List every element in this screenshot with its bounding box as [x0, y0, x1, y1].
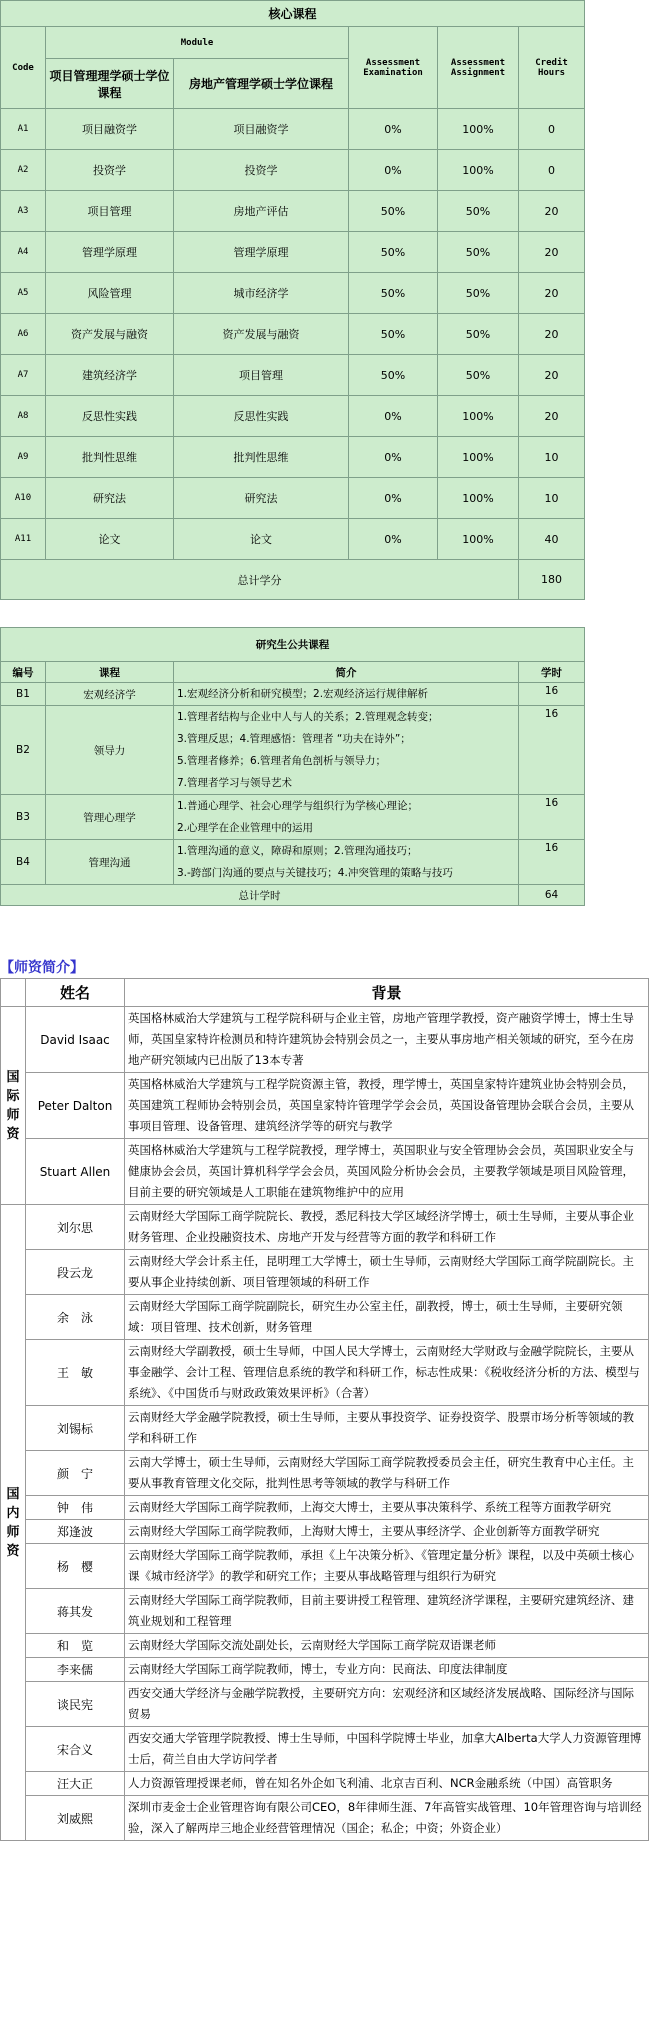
public-courses-table: [0, 627, 585, 906]
faculty-bio: 云南财经大学国际工商学院教师，承担《上午决策分析》、《管理定量分析》课程，以及中英硕士核心课《城市经济学》的教学和研究工作；主要从事战略管理与组织行为研究: [125, 1544, 649, 1589]
core-row: [1, 273, 585, 314]
faculty-name: 余 泳: [26, 1295, 125, 1340]
core-assign: 50%: [438, 355, 519, 396]
core-module-pm: 批判性思维: [46, 437, 174, 478]
core-exam: 0%: [349, 437, 438, 478]
core-assign: 100%: [438, 478, 519, 519]
faculty-row: [1, 1205, 649, 1250]
core-exam: 50%: [349, 191, 438, 232]
faculty-bio: 云南财经大学国际工商学院教师，目前主要讲授工程管理、建筑经济学课程，主要研究建筑经济、建筑业规划和工程管理: [125, 1589, 649, 1634]
core-credit: 40: [519, 519, 585, 560]
col-exam-header: Assessment Examination: [349, 27, 438, 109]
core-exam: 0%: [349, 396, 438, 437]
faculty-row: [1, 1250, 649, 1295]
faculty-name: 段云龙: [26, 1250, 125, 1295]
core-module-re: 资产发展与融资: [174, 314, 349, 355]
faculty-row: [1, 1451, 649, 1496]
core-assign: 50%: [438, 273, 519, 314]
core-credit: 20: [519, 232, 585, 273]
public-intro-line: 7.管理者学习与领导艺术: [177, 777, 293, 789]
public-course: 管理心理学: [46, 795, 174, 840]
core-module-pm: 投资学: [46, 150, 174, 191]
core-row: [1, 232, 585, 273]
core-assign: 100%: [438, 519, 519, 560]
public-code: B2: [1, 706, 46, 795]
faculty-row: [1, 1520, 649, 1544]
pub-col-code: 编号: [1, 662, 46, 683]
faculty-bio: 云南财经大学国际工商学院教师，博士，专业方向：民商法、印度法律制度: [125, 1658, 649, 1682]
core-code: A5: [1, 273, 46, 314]
faculty-name: 王 敏: [26, 1340, 125, 1406]
public-hours: 16: [519, 683, 585, 706]
core-code: A8: [1, 396, 46, 437]
core-module-re: 投资学: [174, 150, 349, 191]
public-code: B4: [1, 840, 46, 885]
core-module-pm: 项目管理: [46, 191, 174, 232]
core-credit: 20: [519, 273, 585, 314]
public-total-row: [1, 885, 585, 906]
col-code-header: Code: [1, 27, 46, 109]
faculty-name: 杨 樱: [26, 1544, 125, 1589]
core-exam: 50%: [349, 314, 438, 355]
faculty-name: Peter Dalton: [26, 1073, 125, 1139]
core-module-re: 批判性思维: [174, 437, 349, 478]
core-module-re: 项目融资学: [174, 109, 349, 150]
faculty-name: 刘尔思: [26, 1205, 125, 1250]
public-intro-line: 1.宏观经济分析和研究模型；2.宏观经济运行规律解析: [177, 688, 429, 700]
public-intro-line: 1.管理沟通的意义，障碍和原则；2.管理沟通技巧；: [177, 845, 418, 857]
core-row: [1, 355, 585, 396]
faculty-bio: 西安交通大学经济与金融学院教授，主要研究方向：宏观经济和区域经济发展战略、国际经济与国际贸易: [125, 1682, 649, 1727]
core-row: [1, 109, 585, 150]
faculty-row: [1, 1139, 649, 1205]
faculty-bio: 英国格林威治大学建筑与工程学院资源主管，教授，理学博士，英国皇家特许建筑业协会特别会员，英国建筑工程师协会特别会员，英国皇家特许管理学学会会员，英国设备管理协会联合会员，主要从事项目管理、设备管理、建筑经济学等的研究与教学: [125, 1073, 649, 1139]
public-row: [1, 683, 585, 706]
faculty-row: [1, 1295, 649, 1340]
core-exam: 50%: [349, 273, 438, 314]
core-credit: 10: [519, 437, 585, 478]
public-intro-line: 1.普通心理学、社会心理学与组织行为学核心理论；: [177, 800, 419, 812]
core-title: 核心课程: [1, 1, 585, 27]
faculty-bio: 英国格林威治大学建筑与工程学院科研与企业主管，房地产管理学教授，资产融资学博士，博士生导师，英国皇家特许检测员和特许建筑协会特别会员之一，主要从事房地产相关领域的研究，至今在房地产研究领域内已出版了13本专著: [125, 1007, 649, 1073]
public-intro: [174, 683, 519, 706]
faculty-row: [1, 1340, 649, 1406]
faculty-bio: 云南财经大学会计系主任，昆明理工大学博士，硕士生导师，云南财经大学国际工商学院副院长。主要从事企业持续创新、项目管理领域的科研工作: [125, 1250, 649, 1295]
public-code: B3: [1, 795, 46, 840]
public-total-label: 总计学时: [1, 885, 519, 906]
core-code: A2: [1, 150, 46, 191]
core-assign: 50%: [438, 191, 519, 232]
core-module-pm: 反思性实践: [46, 396, 174, 437]
faculty-bio: 英国格林威治大学建筑与工程学院教授，理学博士，英国职业与安全管理协会会员，英国职业安全与健康协会会员，英国计算机科学学会会员，英国风险分析协会会员，主要教学领域是项目风险管理，目前主要的研究领域是人工职能在建筑物维护中的应用: [125, 1139, 649, 1205]
public-row: [1, 795, 585, 840]
core-assign: 100%: [438, 109, 519, 150]
public-intro-line: 2.心理学在企业管理中的运用: [177, 822, 314, 834]
faculty-row: [1, 1073, 649, 1139]
core-row: [1, 519, 585, 560]
core-module-pm: 论文: [46, 519, 174, 560]
core-credit: 20: [519, 191, 585, 232]
core-exam: 50%: [349, 232, 438, 273]
core-code: A3: [1, 191, 46, 232]
faculty-name: 颜 宁: [26, 1451, 125, 1496]
core-code: A1: [1, 109, 46, 150]
faculty-row: [1, 1796, 649, 1841]
core-module-pm: 资产发展与融资: [46, 314, 174, 355]
public-intro: [174, 840, 519, 885]
core-exam: 0%: [349, 478, 438, 519]
core-credit: 10: [519, 478, 585, 519]
faculty-group-international: 国际师资: [1, 1007, 26, 1205]
core-module-pm: 项目融资学: [46, 109, 174, 150]
core-code: A11: [1, 519, 46, 560]
core-module-re: 管理学原理: [174, 232, 349, 273]
faculty-group-domestic: 国内师资: [1, 1205, 26, 1841]
faculty-name: David Isaac: [26, 1007, 125, 1073]
faculty-bio: 深圳市麦金士企业管理咨询有限公司CEO，8年律师生涯、7年高管实战管理、10年管理咨询与培训经验，深入了解两岸三地企业经营管理情况（国企；私企；中资；外资企业）: [125, 1796, 649, 1841]
core-module-pm: 管理学原理: [46, 232, 174, 273]
col-assign-header: Assessment Assignment: [438, 27, 519, 109]
core-module-pm: 风险管理: [46, 273, 174, 314]
faculty-name: 刘锡标: [26, 1406, 125, 1451]
core-module-re: 城市经济学: [174, 273, 349, 314]
core-module-re: 反思性实践: [174, 396, 349, 437]
core-row: [1, 314, 585, 355]
core-assign: 50%: [438, 314, 519, 355]
faculty-corner: [1, 979, 26, 1007]
public-title: 研究生公共课程: [1, 628, 585, 662]
pub-col-hours: 学时: [519, 662, 585, 683]
pub-col-intro: 简介: [174, 662, 519, 683]
faculty-table: [0, 978, 649, 1841]
faculty-row: [1, 1007, 649, 1073]
faculty-bio: 云南财经大学副教授，硕士生导师，中国人民大学博士，云南财经大学财政与金融学院院长，主要从事金融学、会计工程、管理信息系统的教学和科研工作，标志性成果：《税收经济分析的方法、模型与系统》、《中国货币与财政政策效果评析》（合著）: [125, 1340, 649, 1406]
public-row: [1, 840, 585, 885]
core-total-label: 总计学分: [1, 560, 519, 600]
faculty-name: Stuart Allen: [26, 1139, 125, 1205]
faculty-bio: 云南财经大学金融学院教授，硕士生导师，主要从事投资学、证券投资学、股票市场分析等领域的教学和科研工作: [125, 1406, 649, 1451]
faculty-name: 郑逢波: [26, 1520, 125, 1544]
col-prog1-header: 项目管理理学硕士学位课程: [46, 59, 174, 109]
core-assign: 50%: [438, 232, 519, 273]
faculty-bio: 云南财经大学国际工商学院教师，上海交大博士，主要从事决策科学、系统工程等方面教学研究: [125, 1496, 649, 1520]
core-module-re: 房地产评估: [174, 191, 349, 232]
core-code: A9: [1, 437, 46, 478]
faculty-bio: 云南财经大学国际工商学院院长、教授，悉尼科技大学区域经济学博士，硕士生导师，主要从事企业财务管理、企业投融资技术、房地产开发与经营等方面的教学和科研工作: [125, 1205, 649, 1250]
faculty-row: [1, 1658, 649, 1682]
pub-col-course: 课程: [46, 662, 174, 683]
col-prog2-header: 房地产管理学硕士学位课程: [174, 59, 349, 109]
faculty-row: [1, 1589, 649, 1634]
faculty-bio: 西安交通大学管理学院教授、博士生导师，中国科学院博士毕业，加拿大Alberta大学人力资源管理博士后，荷兰自由大学访问学者: [125, 1727, 649, 1772]
core-module-re: 论文: [174, 519, 349, 560]
public-course: 宏观经济学: [46, 683, 174, 706]
faculty-row: [1, 1682, 649, 1727]
faculty-bio: 云南财经大学国际工商学院教师，上海财大博士，主要从事经济学、企业创新等方面教学研究: [125, 1520, 649, 1544]
core-courses-table: [0, 0, 585, 600]
faculty-name: 谈民宪: [26, 1682, 125, 1727]
faculty-name: 钟 伟: [26, 1496, 125, 1520]
core-code: A6: [1, 314, 46, 355]
core-credit: 20: [519, 355, 585, 396]
public-course: 管理沟通: [46, 840, 174, 885]
core-exam: 0%: [349, 519, 438, 560]
faculty-row: [1, 1544, 649, 1589]
core-module-re: 研究法: [174, 478, 349, 519]
public-intro: [174, 706, 519, 795]
core-credit: 0: [519, 109, 585, 150]
public-intro-line: 3.管理反思；4.管理感悟：管理者 “功夫在诗外”；: [177, 733, 411, 745]
public-course: 领导力: [46, 706, 174, 795]
faculty-name: 和 览: [26, 1634, 125, 1658]
core-module-pm: 研究法: [46, 478, 174, 519]
public-intro: [174, 795, 519, 840]
public-intro-line: 5.管理者修养；6.管理者角色剖析与领导力；: [177, 755, 387, 767]
core-credit: 20: [519, 396, 585, 437]
faculty-bio: 云南大学博士，硕士生导师，云南财经大学国际工商学院教授委员会主任，研究生教育中心主任。主要从事教育管理文化交际，批判性思考等领域的教学与科研工作: [125, 1451, 649, 1496]
public-hours: 16: [519, 795, 585, 840]
faculty-name: 汪大正: [26, 1772, 125, 1796]
core-exam: 50%: [349, 355, 438, 396]
core-row: [1, 437, 585, 478]
core-assign: 100%: [438, 396, 519, 437]
public-intro-line: 3.-跨部门沟通的要点与关键技巧；4.冲突管理的策略与技巧: [177, 867, 453, 879]
core-row: [1, 191, 585, 232]
core-row: [1, 478, 585, 519]
core-total-value: 180: [519, 560, 585, 600]
faculty-bg-header: 背景: [125, 979, 649, 1007]
core-assign: 100%: [438, 150, 519, 191]
faculty-name-header: 姓名: [26, 979, 125, 1007]
faculty-bio: 云南财经大学国际工商学院副院长，研究生办公室主任，副教授，博士，硕士生导师，主要研究领域：项目管理、技术创新，财务管理: [125, 1295, 649, 1340]
col-credit-header: Credit Hours: [519, 27, 585, 109]
faculty-row: [1, 1634, 649, 1658]
col-module-header: Module: [46, 27, 349, 59]
core-exam: 0%: [349, 150, 438, 191]
public-total-value: 64: [519, 885, 585, 906]
faculty-section-title: 【师资简介】: [0, 960, 84, 976]
faculty-row: [1, 1727, 649, 1772]
public-row: [1, 706, 585, 795]
faculty-row: [1, 1406, 649, 1451]
core-assign: 100%: [438, 437, 519, 478]
faculty-name: 李来儒: [26, 1658, 125, 1682]
core-credit: 0: [519, 150, 585, 191]
faculty-row: [1, 1772, 649, 1796]
core-code: A7: [1, 355, 46, 396]
core-exam: 0%: [349, 109, 438, 150]
core-module-pm: 建筑经济学: [46, 355, 174, 396]
faculty-name: 蒋其发: [26, 1589, 125, 1634]
faculty-row: [1, 1496, 649, 1520]
core-code: A4: [1, 232, 46, 273]
core-total-row: [1, 560, 585, 600]
public-code: B1: [1, 683, 46, 706]
faculty-name: 刘威熙: [26, 1796, 125, 1841]
public-hours: 16: [519, 840, 585, 885]
faculty-name: 宋合义: [26, 1727, 125, 1772]
faculty-bio: 人力资源管理授课老师，曾在知名外企如飞利浦、北京吉百利、NCR金融系统（中国）高管职务: [125, 1772, 649, 1796]
core-credit: 20: [519, 314, 585, 355]
core-row: [1, 150, 585, 191]
public-hours: 16: [519, 706, 585, 795]
public-intro-line: 1.管理者结构与企业中人与人的关系；2.管理观念转变；: [177, 711, 439, 723]
core-row: [1, 396, 585, 437]
core-module-re: 项目管理: [174, 355, 349, 396]
core-code: A10: [1, 478, 46, 519]
faculty-bio: 云南财经大学国际交流处副处长，云南财经大学国际工商学院双语课老师: [125, 1634, 649, 1658]
